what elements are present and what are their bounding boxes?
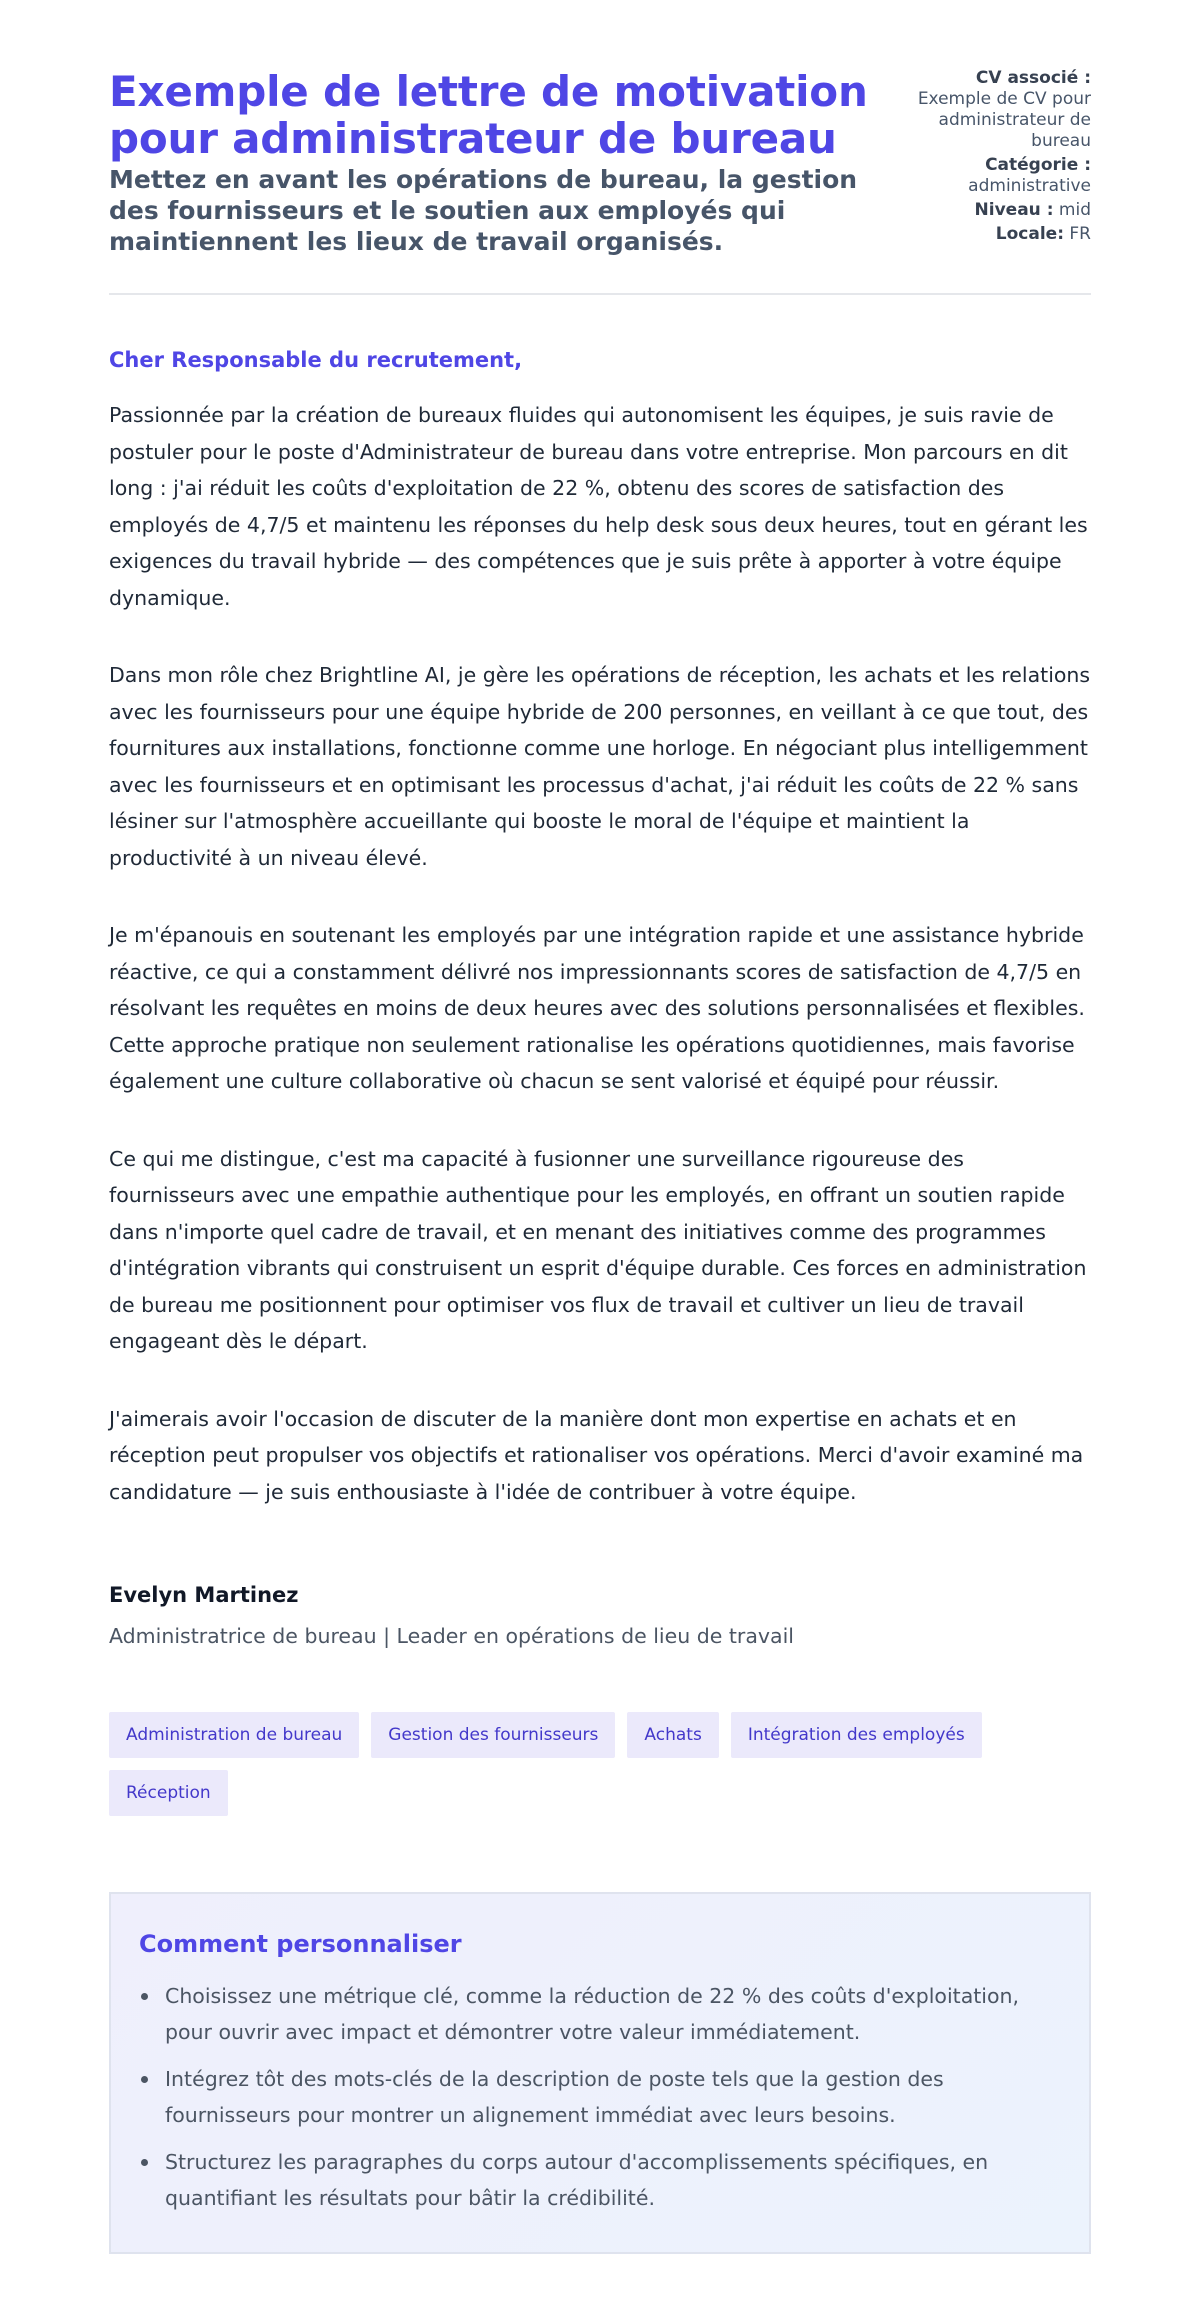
tip-text: Structurez les paragraphes du corps autour d'accomplissements spécifiques, en quantifiant les résultats pour bâtir la crédibilité. [165, 2150, 989, 2210]
tag-reception[interactable]: Réception [109, 1770, 228, 1816]
meta-panel [893, 68, 1091, 248]
tag-gestion-des-fournisseurs[interactable]: Gestion des fournisseurs [371, 1712, 615, 1758]
meta-level-label: Niveau : [974, 200, 1054, 220]
meta-category [893, 155, 1091, 197]
tip-text: Intégrez tôt des mots-clés de la description de poste tels que la gestion des fournisseurs pour montrer un alignement immédiat avec leurs besoins. [165, 2067, 944, 2127]
tag-integration-des-employes[interactable]: Intégration des employés [731, 1712, 982, 1758]
tip-text: Choisissez une métrique clé, comme la réduction de 22 % des coûts d'exploitation, pour ouvrir avec impact et démontrer votre valeur immédiatement. [165, 1984, 1020, 2044]
meta-locale-label: Locale: [995, 224, 1064, 244]
header-titles [109, 68, 893, 257]
meta-cv [893, 68, 1091, 152]
meta-locale-value: FR [1069, 224, 1091, 244]
meta-locale [893, 224, 1091, 245]
signature-name: Evelyn Martinez [109, 1583, 299, 1607]
page-title: Exemple de lettre de motivation pour administrateur de bureau [109, 67, 868, 163]
tip-item [139, 2144, 1059, 2216]
meta-category-label: Catégorie : [985, 155, 1091, 175]
meta-category-value: administrative [968, 176, 1091, 196]
letter-paragraph: Dans mon rôle chez Brightline AI, je gère les opérations de réception, les achats et les relations avec les fournisseurs pour une équipe hybride de 200 personnes, en veillant à ce que tout, des fournitures aux installations, fonctionne comme une horloge. En négociant plus intelligemment avec les fournisseurs et en optimisant les processus d'achat, j'ai réduit les coûts de 22 % sans lésiner sur l'atmosphère accueillante qui booste le moral de l'équipe et maintient la productivité à un niveau élevé. [109, 663, 1091, 870]
letter-body [109, 345, 1091, 1650]
bullet-icon [141, 2076, 148, 2083]
meta-cv-link[interactable]: Exemple de CV pour administrateur de bureau [917, 89, 1091, 151]
letter-paragraph: Passionnée par la création de bureaux fluides qui autonomisent les équipes, je suis ravie de postuler pour le poste d'Administrateur de bureau dans votre entreprise. Mon parcours en dit long : j'ai réduit les coûts d'exploitation de 22 %, obtenu des scores de satisfaction des employés de 4,7/5 et maintenu les réponses du help desk sous deux heures, tout en gérant les exigences du travail hybride — des compétences que je suis prête à apporter à votre équipe dynamique. [109, 403, 1088, 610]
tips-list [139, 1978, 1059, 2216]
tip-item [139, 1978, 1059, 2050]
tips-title: Comment personnaliser [139, 1930, 462, 1958]
bullet-icon [141, 1993, 148, 2000]
letter-paragraph: Ce qui me distingue, c'est ma capacité à fusionner une surveillance rigoureuse des fournisseurs avec une empathie authentique pour les employés, en offrant un soutien rapide dans n'importe quel cadre de travail, et en menant des initiatives comme des programmes d'intégration vibrants qui construisent un esprit d'équipe durable. Ces forces en administration de bureau me positionnent pour optimiser vos flux de travail et cultiver un lieu de travail engageant dès le départ. [109, 1146, 1087, 1353]
bullet-icon [141, 2159, 148, 2166]
letter-paragraph: J'aimerais avoir l'occasion de discuter de la manière dont mon expertise en achats et en réception peut propulser vos objectifs et rationaliser vos opérations. Merci d'avoir examiné ma candidature — je suis enthousiaste à l'idée de contribuer à votre équipe. [109, 1406, 1084, 1504]
meta-cv-label: CV associé : [975, 68, 1091, 88]
page-subtitle: Mettez en avant les opérations de bureau, la gestion des fournisseurs et le soutien aux employés qui maintiennent les lieux de travail organisés. [109, 165, 858, 256]
tip-item [139, 2061, 1059, 2133]
signature-title: Administratrice de bureau | Leader en opérations de lieu de travail [109, 1624, 794, 1648]
tag-achats[interactable]: Achats [627, 1712, 718, 1758]
meta-level [893, 200, 1091, 221]
letter-paragraph: Je m'épanouis en soutenant les employés par une intégration rapide et une assistance hybride réactive, ce qui a constamment délivré nos impressionnants scores de satisfaction de 4,7/5 en résolvant les requêtes en moins de deux heures avec des solutions personnalisées et flexibles. Cette approche pratique non seulement rationalise les opérations quotidiennes, mais favorise également une culture collaborative où chacun se sent valorisé et équipé pour réussir. [109, 923, 1085, 1093]
meta-level-value: mid [1058, 200, 1091, 220]
tag-administration-de-bureau[interactable]: Administration de bureau [109, 1712, 359, 1758]
customization-tips-box [109, 1892, 1091, 2254]
signature-block [109, 1580, 1091, 1650]
page-header [109, 68, 1091, 295]
letter-greeting: Cher Responsable du recrutement, [109, 348, 523, 372]
skill-tags [109, 1712, 1091, 1816]
